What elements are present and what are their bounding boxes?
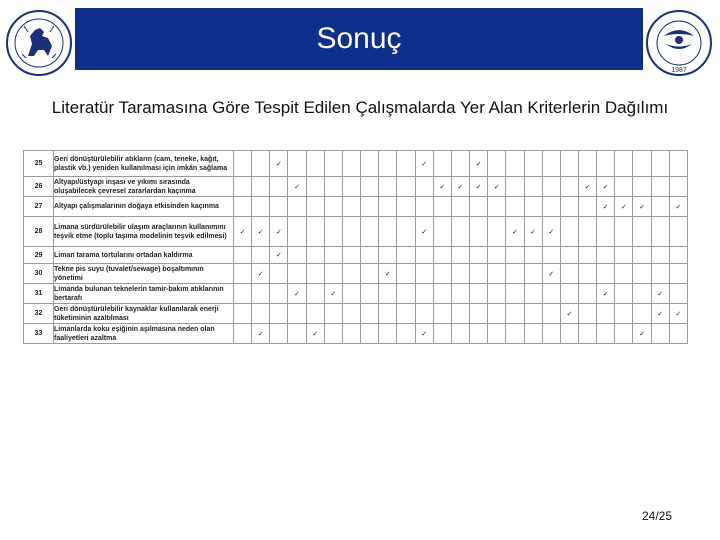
criterion-text: Limanda bulunan teknelerin tamir-bakım atıklarının bertarafı <box>54 284 234 304</box>
empty-cell <box>470 197 488 217</box>
table-row <box>24 197 688 217</box>
empty-cell <box>578 304 596 324</box>
empty-cell <box>560 197 578 217</box>
empty-cell <box>361 197 379 217</box>
empty-cell <box>633 264 651 284</box>
empty-cell <box>615 264 633 284</box>
table-row <box>24 177 688 197</box>
empty-cell <box>342 264 360 284</box>
empty-cell <box>597 217 615 247</box>
empty-cell <box>379 324 397 344</box>
empty-cell <box>342 197 360 217</box>
empty-cell <box>433 264 451 284</box>
empty-cell <box>488 197 506 217</box>
check-mark-icon: ✓ <box>470 177 488 197</box>
empty-cell <box>415 197 433 217</box>
empty-cell <box>270 304 288 324</box>
check-mark-icon: ✓ <box>252 264 270 284</box>
empty-cell <box>361 304 379 324</box>
empty-cell <box>234 304 252 324</box>
criterion-text: Liman tarama tortularını ortadan kaldırma <box>54 247 234 264</box>
empty-cell <box>324 177 342 197</box>
empty-cell <box>524 284 542 304</box>
empty-cell <box>451 324 469 344</box>
table-row <box>24 324 688 344</box>
empty-cell <box>524 151 542 177</box>
criterion-number: 25 <box>24 151 54 177</box>
empty-cell <box>578 284 596 304</box>
empty-cell <box>415 284 433 304</box>
university-logo-right <box>642 6 716 80</box>
criterion-number: 27 <box>24 197 54 217</box>
empty-cell <box>488 264 506 284</box>
empty-cell <box>433 247 451 264</box>
check-mark-icon: ✓ <box>252 324 270 344</box>
empty-cell <box>415 304 433 324</box>
criterion-number: 29 <box>24 247 54 264</box>
table-row <box>24 304 688 324</box>
empty-cell <box>451 151 469 177</box>
seal-year: 1987 <box>671 67 687 74</box>
empty-cell <box>342 284 360 304</box>
empty-cell <box>306 247 324 264</box>
empty-cell <box>361 247 379 264</box>
empty-cell <box>397 151 415 177</box>
empty-cell <box>615 324 633 344</box>
check-mark-icon: ✓ <box>597 197 615 217</box>
table-row <box>24 151 688 177</box>
empty-cell <box>615 151 633 177</box>
criterion-text: Geri dönüştürülebilir kaynaklar kullanılarak enerji tüketiminin azaltılması <box>54 304 234 324</box>
empty-cell <box>524 324 542 344</box>
empty-cell <box>651 151 669 177</box>
empty-cell <box>633 284 651 304</box>
empty-cell <box>488 284 506 304</box>
check-mark-icon: ✓ <box>270 151 288 177</box>
check-mark-icon: ✓ <box>324 284 342 304</box>
empty-cell <box>578 217 596 247</box>
check-mark-icon: ✓ <box>615 197 633 217</box>
empty-cell <box>470 284 488 304</box>
empty-cell <box>306 304 324 324</box>
empty-cell <box>234 177 252 197</box>
empty-cell <box>306 177 324 197</box>
criteria-table <box>23 150 688 344</box>
empty-cell <box>615 304 633 324</box>
empty-cell <box>324 151 342 177</box>
page-number: 24/25 <box>642 509 673 523</box>
check-mark-icon: ✓ <box>542 217 560 247</box>
criterion-text: Tekne pis suyu (tuvalet/sewage) boşaltımının yönetimi <box>54 264 234 284</box>
empty-cell <box>524 247 542 264</box>
empty-cell <box>542 284 560 304</box>
university-logo-left <box>2 6 76 80</box>
criterion-number: 30 <box>24 264 54 284</box>
empty-cell <box>397 247 415 264</box>
empty-cell <box>433 197 451 217</box>
empty-cell <box>252 247 270 264</box>
empty-cell <box>542 197 560 217</box>
empty-cell <box>379 284 397 304</box>
empty-cell <box>288 264 306 284</box>
empty-cell <box>324 264 342 284</box>
empty-cell <box>270 324 288 344</box>
title-bar <box>75 8 643 70</box>
check-mark-icon: ✓ <box>270 217 288 247</box>
check-mark-icon: ✓ <box>288 177 306 197</box>
empty-cell <box>270 264 288 284</box>
empty-cell <box>669 324 687 344</box>
empty-cell <box>324 324 342 344</box>
empty-cell <box>397 264 415 284</box>
empty-cell <box>361 284 379 304</box>
empty-cell <box>488 324 506 344</box>
empty-cell <box>597 324 615 344</box>
empty-cell <box>578 151 596 177</box>
empty-cell <box>524 264 542 284</box>
empty-cell <box>397 284 415 304</box>
empty-cell <box>633 177 651 197</box>
empty-cell <box>379 217 397 247</box>
empty-cell <box>451 247 469 264</box>
empty-cell <box>488 151 506 177</box>
empty-cell <box>361 324 379 344</box>
check-mark-icon: ✓ <box>633 324 651 344</box>
empty-cell <box>306 151 324 177</box>
check-mark-icon: ✓ <box>252 217 270 247</box>
empty-cell <box>542 324 560 344</box>
empty-cell <box>379 304 397 324</box>
empty-cell <box>524 197 542 217</box>
empty-cell <box>470 324 488 344</box>
empty-cell <box>397 304 415 324</box>
check-mark-icon: ✓ <box>234 217 252 247</box>
empty-cell <box>560 217 578 247</box>
empty-cell <box>669 151 687 177</box>
empty-cell <box>342 247 360 264</box>
empty-cell <box>615 177 633 197</box>
empty-cell <box>542 247 560 264</box>
empty-cell <box>560 264 578 284</box>
empty-cell <box>433 151 451 177</box>
empty-cell <box>270 197 288 217</box>
criterion-number: 33 <box>24 324 54 344</box>
empty-cell <box>306 284 324 304</box>
check-mark-icon: ✓ <box>633 197 651 217</box>
empty-cell <box>578 324 596 344</box>
empty-cell <box>361 151 379 177</box>
empty-cell <box>506 177 524 197</box>
empty-cell <box>324 247 342 264</box>
check-mark-icon: ✓ <box>488 177 506 197</box>
empty-cell <box>451 284 469 304</box>
table-row <box>24 217 688 247</box>
empty-cell <box>470 217 488 247</box>
empty-cell <box>524 177 542 197</box>
empty-cell <box>288 151 306 177</box>
empty-cell <box>415 177 433 197</box>
empty-cell <box>506 264 524 284</box>
empty-cell <box>506 247 524 264</box>
empty-cell <box>288 304 306 324</box>
empty-cell <box>488 304 506 324</box>
empty-cell <box>451 304 469 324</box>
check-mark-icon: ✓ <box>506 217 524 247</box>
empty-cell <box>542 151 560 177</box>
empty-cell <box>615 247 633 264</box>
empty-cell <box>288 247 306 264</box>
empty-cell <box>288 197 306 217</box>
empty-cell <box>488 247 506 264</box>
empty-cell <box>252 177 270 197</box>
empty-cell <box>451 197 469 217</box>
empty-cell <box>288 324 306 344</box>
empty-cell <box>342 151 360 177</box>
empty-cell <box>288 217 306 247</box>
empty-cell <box>597 264 615 284</box>
check-mark-icon: ✓ <box>270 247 288 264</box>
maritime-seal-icon <box>642 6 716 80</box>
criterion-number: 32 <box>24 304 54 324</box>
empty-cell <box>560 151 578 177</box>
empty-cell <box>651 247 669 264</box>
empty-cell <box>342 177 360 197</box>
criteria-table-body <box>24 151 688 344</box>
empty-cell <box>433 217 451 247</box>
empty-cell <box>270 284 288 304</box>
empty-cell <box>234 264 252 284</box>
criterion-number: 31 <box>24 284 54 304</box>
empty-cell <box>470 247 488 264</box>
check-mark-icon: ✓ <box>597 284 615 304</box>
empty-cell <box>633 247 651 264</box>
slide-title: Sonuç <box>316 22 402 55</box>
empty-cell <box>234 247 252 264</box>
empty-cell <box>397 197 415 217</box>
empty-cell <box>306 217 324 247</box>
empty-cell <box>651 264 669 284</box>
check-mark-icon: ✓ <box>560 304 578 324</box>
empty-cell <box>560 324 578 344</box>
empty-cell <box>578 264 596 284</box>
empty-cell <box>506 151 524 177</box>
empty-cell <box>234 284 252 304</box>
empty-cell <box>361 264 379 284</box>
empty-cell <box>651 217 669 247</box>
check-mark-icon: ✓ <box>415 217 433 247</box>
criterion-text: Altyapı çalışmalarının doğaya etkisinden kaçınma <box>54 197 234 217</box>
empty-cell <box>397 177 415 197</box>
empty-cell <box>506 304 524 324</box>
empty-cell <box>506 284 524 304</box>
empty-cell <box>324 304 342 324</box>
check-mark-icon: ✓ <box>669 197 687 217</box>
empty-cell <box>433 304 451 324</box>
empty-cell <box>397 217 415 247</box>
empty-cell <box>306 197 324 217</box>
empty-cell <box>669 264 687 284</box>
empty-cell <box>470 264 488 284</box>
empty-cell <box>433 324 451 344</box>
check-mark-icon: ✓ <box>524 217 542 247</box>
check-mark-icon: ✓ <box>415 151 433 177</box>
check-mark-icon: ✓ <box>306 324 324 344</box>
table-row <box>24 284 688 304</box>
empty-cell <box>597 151 615 177</box>
empty-cell <box>669 284 687 304</box>
check-mark-icon: ✓ <box>470 151 488 177</box>
criterion-text: Limana sürdürülebilir ulaşım araçlarının kullanımını teşvik etme (toplu taşıma modelinin teşvik edilmesi) <box>54 217 234 247</box>
empty-cell <box>560 247 578 264</box>
empty-cell <box>451 264 469 284</box>
horse-seal-icon <box>2 6 76 80</box>
empty-cell <box>633 217 651 247</box>
slide-subtitle: Literatür Taramasına Göre Tespit Edilen Çalışmalarda Yer Alan Kriterlerin Dağılımı <box>51 98 669 117</box>
check-mark-icon: ✓ <box>669 304 687 324</box>
empty-cell <box>361 217 379 247</box>
empty-cell <box>306 264 324 284</box>
empty-cell <box>234 151 252 177</box>
check-mark-icon: ✓ <box>288 284 306 304</box>
empty-cell <box>342 304 360 324</box>
empty-cell <box>633 304 651 324</box>
empty-cell <box>578 247 596 264</box>
empty-cell <box>651 324 669 344</box>
empty-cell <box>615 217 633 247</box>
empty-cell <box>270 177 288 197</box>
empty-cell <box>651 177 669 197</box>
empty-cell <box>524 304 542 324</box>
table-row <box>24 247 688 264</box>
criterion-text: Altyapı/üstyapı inşası ve yıkımı sırasında oluşabilecek çevresel zararlardan kaçınma <box>54 177 234 197</box>
empty-cell <box>379 177 397 197</box>
empty-cell <box>615 284 633 304</box>
empty-cell <box>342 324 360 344</box>
empty-cell <box>542 304 560 324</box>
check-mark-icon: ✓ <box>651 284 669 304</box>
empty-cell <box>451 217 469 247</box>
table-row <box>24 264 688 284</box>
empty-cell <box>542 177 560 197</box>
empty-cell <box>669 177 687 197</box>
empty-cell <box>234 197 252 217</box>
check-mark-icon: ✓ <box>651 304 669 324</box>
check-mark-icon: ✓ <box>451 177 469 197</box>
criterion-number: 28 <box>24 217 54 247</box>
empty-cell <box>252 151 270 177</box>
empty-cell <box>488 217 506 247</box>
empty-cell <box>234 324 252 344</box>
empty-cell <box>324 197 342 217</box>
empty-cell <box>597 247 615 264</box>
criterion-text: Limanlarda koku eşiğinin aşılmasına neden olan faaliyetleri azaltma <box>54 324 234 344</box>
criterion-number: 26 <box>24 177 54 197</box>
empty-cell <box>669 217 687 247</box>
criterion-text: Geri dönüştürülebilir atıkların (cam, teneke, kağıt, plastik vb.) yeniden kullanılması için imkân sağlama <box>54 151 234 177</box>
empty-cell <box>506 324 524 344</box>
check-mark-icon: ✓ <box>578 177 596 197</box>
empty-cell <box>379 247 397 264</box>
empty-cell <box>433 284 451 304</box>
empty-cell <box>361 177 379 197</box>
empty-cell <box>415 247 433 264</box>
empty-cell <box>252 284 270 304</box>
empty-cell <box>560 177 578 197</box>
check-mark-icon: ✓ <box>433 177 451 197</box>
empty-cell <box>633 151 651 177</box>
empty-cell <box>397 324 415 344</box>
empty-cell <box>597 304 615 324</box>
empty-cell <box>252 304 270 324</box>
check-mark-icon: ✓ <box>415 324 433 344</box>
empty-cell <box>470 304 488 324</box>
empty-cell <box>324 217 342 247</box>
check-mark-icon: ✓ <box>379 264 397 284</box>
empty-cell <box>379 151 397 177</box>
empty-cell <box>578 197 596 217</box>
empty-cell <box>651 197 669 217</box>
empty-cell <box>669 247 687 264</box>
empty-cell <box>379 197 397 217</box>
empty-cell <box>506 197 524 217</box>
check-mark-icon: ✓ <box>597 177 615 197</box>
empty-cell <box>252 197 270 217</box>
check-mark-icon: ✓ <box>542 264 560 284</box>
empty-cell <box>342 217 360 247</box>
empty-cell <box>560 284 578 304</box>
empty-cell <box>415 264 433 284</box>
